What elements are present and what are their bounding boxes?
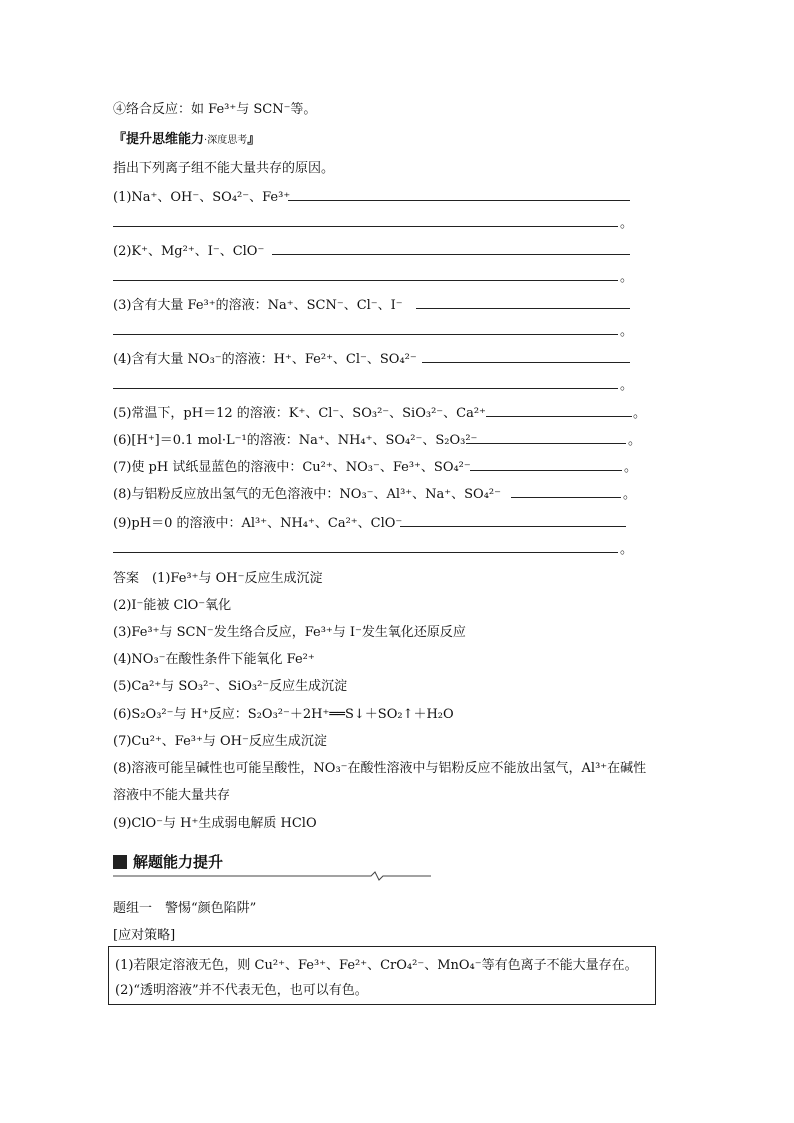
strategy-line-1: (1)若限定溶液无色，则 Cu²⁺、Fe³⁺、Fe²⁺、CrO₄²⁻、MnO₄⁻等有色离子不能大量存在。 [115,958,638,973]
answer-blank[interactable] [272,254,630,255]
answer-blank[interactable] [422,362,630,363]
answer-blank[interactable] [288,200,630,201]
answer-5: (5)Ca²⁺与 SO₃²⁻、SiO₃²⁻反应生成沉淀 [113,679,348,694]
question-7: (7)使 pH 试纸显蓝色的溶液中：Cu²⁺、NO₃⁻、Fe³⁺、SO₄²⁻ [113,460,471,475]
section-title: 解题能力提升 [133,853,224,871]
period: 。 [620,324,634,339]
period: 。 [628,433,642,448]
answer-blank[interactable] [113,388,618,389]
answer-blank[interactable] [113,226,618,227]
strategy-box [108,946,656,1005]
question-3: (3)含有大量 Fe³⁺的溶液：Na⁺、SCN⁻、Cl⁻、I⁻ [113,298,403,313]
answer-2: (2)I⁻能被 ClO⁻氧化 [113,598,232,613]
section-square-icon [113,855,127,869]
section-header [113,851,223,872]
question-8: (8)与铝粉反应放出氢气的无色溶液中：NO₃⁻、Al³⁺、Na⁺、SO₄²⁻ [113,487,501,502]
answer-1: 答案 (1)Fe³⁺与 OH⁻反应生成沉淀 [113,571,323,586]
answer-blank[interactable] [466,443,626,444]
answer-blank[interactable] [486,416,632,417]
thinking-title: 提升思维能力 [126,132,205,147]
answer-8-line-2: 溶液中不能大量共存 [113,788,231,803]
answer-blank[interactable] [470,470,622,471]
answer-blank[interactable] [113,280,618,281]
section-divider [113,870,433,882]
period: 。 [633,406,647,421]
strategy-label: [应对策略] [113,928,176,943]
answer-6: (6)S₂O₃²⁻与 H⁺反应：S₂O₃²⁻＋2H⁺══S↓＋SO₂↑＋H₂O [113,707,454,722]
question-2: (2)K⁺、Mg²⁺、I⁻、ClO⁻ [113,244,265,259]
question-4: (4)含有大量 NO₃⁻的溶液：H⁺、Fe²⁺、Cl⁻、SO₄²⁻ [113,352,417,367]
answer-blank[interactable] [113,334,618,335]
answer-4: (4)NO₃⁻在酸性条件下能氧化 Fe²⁺ [113,652,315,667]
period: 。 [620,270,634,285]
answer-9: (9)ClO⁻与 H⁺生成弱电解质 HClO [113,816,317,831]
strategy-line-2: (2)“透明溶液”并不代表无色，也可以有色。 [115,983,368,998]
thinking-subtitle: ·深度思考 [204,135,248,146]
period: 。 [620,216,634,231]
period: 。 [620,542,634,557]
answer-blank[interactable] [511,497,621,498]
answer-blank[interactable] [400,526,626,527]
answer-3: (3)Fe³⁺与 SCN⁻发生络合反应，Fe³⁺与 I⁻发生氧化还原反应 [113,625,466,640]
prompt: 指出下列离子组不能大量共存的原因。 [113,161,335,176]
period: 。 [620,378,634,393]
intro-line: ④络合反应：如 Fe³⁺与 SCN⁻等。 [113,102,317,117]
answer-blank[interactable] [113,552,618,553]
thinking-box-title: 『提升思维能力·深度思考』 [113,132,261,147]
answer-7: (7)Cu²⁺、Fe³⁺与 OH⁻反应生成沉淀 [113,734,327,749]
question-5: (5)常温下，pH＝12 的溶液：K⁺、Cl⁻、SO₃²⁻、SiO₃²⁻、Ca²⁺ [113,406,486,421]
question-1: (1)Na⁺、OH⁻、SO₄²⁻、Fe³⁺ [113,190,291,205]
period: 。 [623,487,637,502]
period: 。 [624,460,638,475]
answer-blank[interactable] [416,308,630,309]
question-9: (9)pH＝0 的溶液中：Al³⁺、NH₄⁺、Ca²⁺、ClO⁻ [113,516,403,531]
answer-8-line-1: (8)溶液可能呈碱性也可能呈酸性，NO₃⁻在酸性溶液中与铝粉反应不能放出氢气，Al³⁺在碱性 [113,761,647,776]
question-6: (6)[H⁺]＝0.1 mol·L⁻¹的溶液：Na⁺、NH₄⁺、SO₄²⁻、S₂O₃²⁻ [113,433,478,448]
group-title: 题组一 警惕“颜色陷阱” [113,901,257,916]
